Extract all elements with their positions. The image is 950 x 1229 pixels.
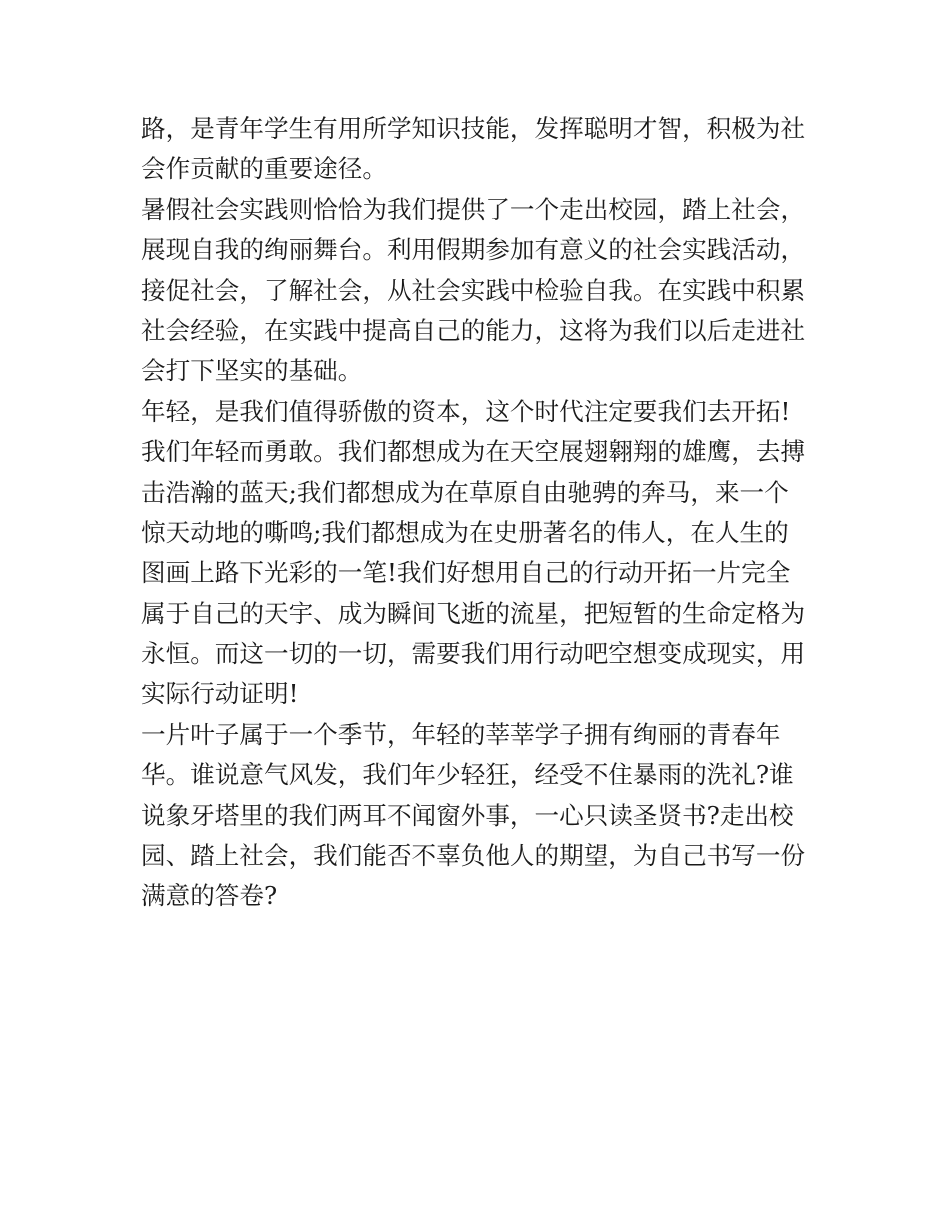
text-line-10: 击浩瀚的蓝天;我们都想成为在草原自由驰骋的奔马，来一个 xyxy=(141,477,789,507)
text-line-20: 满意的答卷? xyxy=(141,881,278,911)
text-line-16: 一片叶子属于一个季节，年轻的莘莘学子拥有绚丽的青春年 xyxy=(141,719,781,749)
text-line-7: 会打下坚实的基础。 xyxy=(141,356,363,386)
text-line-17: 华。谁说意气风发，我们年少轻狂，经受不住暴雨的洗礼?谁 xyxy=(141,760,794,790)
text-line-15: 实际行动证明! xyxy=(141,679,299,709)
text-line-3: 暑假社会实践则恰恰为我们提供了一个走出校园，踏上社会， xyxy=(141,194,806,224)
text-line-8: 年轻，是我们值得骄傲的资本，这个时代注定要我们去开拓! xyxy=(141,396,791,426)
text-line-13: 属于自己的天宇、成为瞬间飞逝的流星，把短暂的生命定格为 xyxy=(141,598,806,628)
text-line-6: 社会经验，在实践中提高自己的能力，这将为我们以后走进社 xyxy=(141,315,806,345)
text-line-9: 我们年轻而勇敢。我们都想成为在天空展翅翱翔的雄鹰，去搏 xyxy=(141,437,806,467)
text-line-14: 永恒。而这一切的一切，需要我们用行动吧空想变成现实，用 xyxy=(141,639,806,669)
text-line-4: 展现自我的绚丽舞台。利用假期参加有意义的社会实践活动， xyxy=(141,235,806,265)
text-line-19: 园、踏上社会，我们能否不辜负他人的期望，为自己书写一份 xyxy=(141,841,806,871)
text-line-1: 路，是青年学生有用所学知识技能，发挥聪明才智，积极为社 xyxy=(141,114,806,143)
text-line-18: 说象牙塔里的我们两耳不闻窗外事，一心只读圣贤书?走出校 xyxy=(141,800,794,830)
document-body xyxy=(141,109,816,917)
text-line-11: 惊天动地的嘶鸣;我们都想成为在史册著名的伟人，在人生的 xyxy=(141,517,789,547)
text-line-2: 会作贡献的重要途径。 xyxy=(141,154,387,184)
text-line-12: 图画上路下光彩的一笔!我们好想用自己的行动开拓一片完全 xyxy=(141,558,791,588)
text-line-5: 接促社会，了解社会，从社会实践中检验自我。在实践中积累 xyxy=(141,275,806,305)
